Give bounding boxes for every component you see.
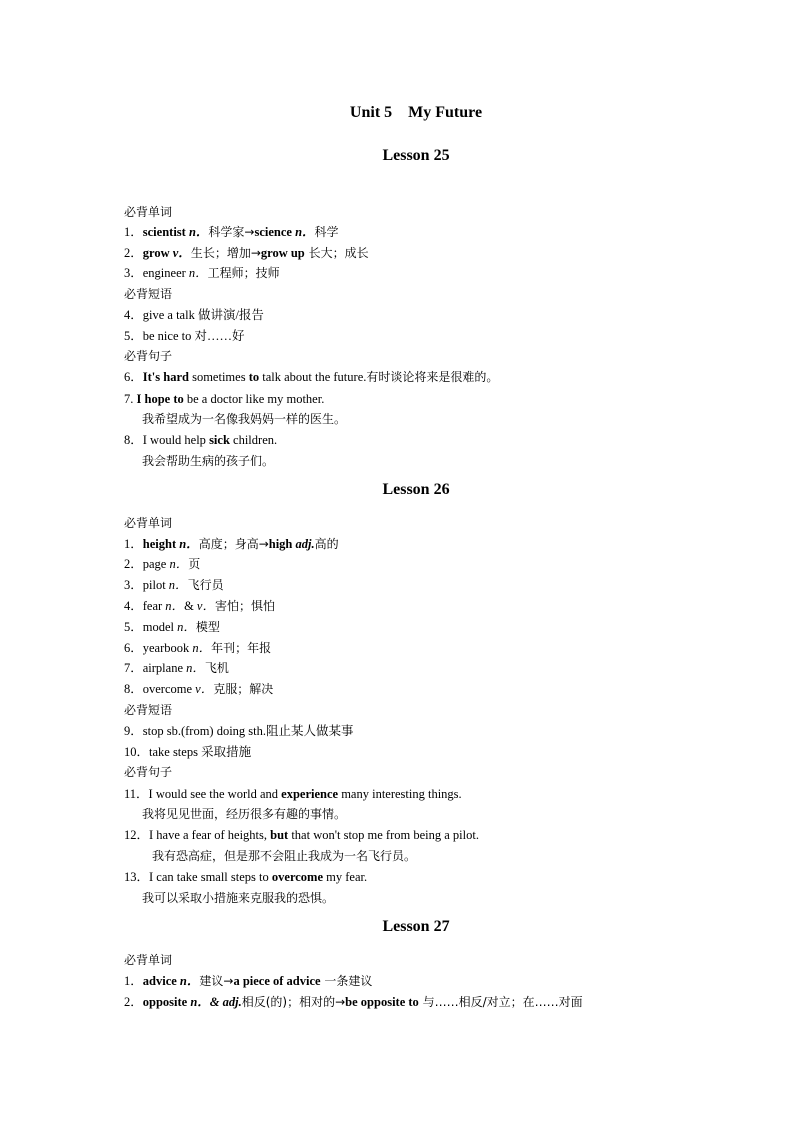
section-phrases: 必背短语 (124, 287, 173, 301)
section-vocabulary: 必背单词 (124, 953, 173, 967)
section-sentences: 必背句子 (124, 349, 173, 363)
vocab-line: 2．grow v．生长；增加→grow up 长大；成长 (124, 246, 369, 260)
vocab-line: 4．fear n．& v．害怕；惧怕 (124, 599, 275, 613)
sentence-translation: 我希望成为一名像我妈妈一样的医生。 (142, 412, 347, 426)
sentence-line: 12．I have a fear of heights, but that won't stop me from being a pilot. (124, 828, 479, 842)
sentence-line: 6．It's hard sometimes to talk about the future.有时谈论将来是很难的。 (124, 370, 499, 384)
sentence-translation: 我可以采取小措施来克服我的恐惧。 (142, 891, 335, 905)
vocab-line: 7．airplane n．飞机 (124, 661, 229, 675)
vocab-line: 3．engineer n．工程师；技师 (124, 266, 280, 280)
lesson-27-title: Lesson 27 (382, 918, 450, 935)
phrase-line: 10．take steps 采取措施 (124, 745, 252, 759)
vocab-line: 2．opposite n．& adj.相反(的)；相对的→be opposite to 与……相反/对立；在……对面 (124, 995, 583, 1009)
sentence-translation: 我有恐高症，但是那不会阻止我成为一名飞行员。 (152, 849, 417, 863)
phrase-line: 5．be nice to 对……好 (124, 329, 245, 343)
sentence-translation: 我将见见世面，经历很多有趣的事情。 (142, 807, 347, 821)
lesson-25-title: Lesson 25 (382, 147, 450, 164)
section-phrases: 必背短语 (124, 703, 173, 717)
unit-title: Unit 5 My Future (349, 104, 483, 121)
sentence-translation: 我会帮助生病的孩子们。 (142, 454, 275, 468)
vocab-line: 3．pilot n．飞行员 (124, 578, 224, 592)
sentence-line: 7. I hope to be a doctor like my mother. (124, 392, 325, 406)
vocab-line: 1．height n．高度；身高→high adj.高的 (124, 537, 339, 551)
phrase-line: 4．give a talk 做讲演/报告 (124, 308, 264, 322)
vocab-line: 6．yearbook n．年刊；年报 (124, 641, 272, 655)
section-sentences: 必背句子 (124, 765, 173, 779)
vocab-line: 8．overcome v．克服；解决 (124, 682, 274, 696)
sentence-line: 11．I would see the world and experience many interesting things. (124, 787, 462, 801)
vocab-line: 1．advice n．建议→a piece of advice 一条建议 (124, 974, 373, 988)
section-vocabulary: 必背单词 (124, 205, 173, 219)
lesson-26-title: Lesson 26 (382, 481, 450, 498)
section-vocabulary: 必背单词 (124, 516, 173, 530)
sentence-line: 8．I would help sick children. (124, 433, 278, 447)
vocab-line: 1．scientist n．科学家→science n．科学 (124, 225, 339, 239)
vocab-line: 5．model n．模型 (124, 620, 220, 634)
vocab-line: 2．page n．页 (124, 557, 201, 571)
phrase-line: 9．stop sb.(from) doing sth.阻止某人做某事 (124, 724, 354, 738)
sentence-line: 13．I can take small steps to overcome my fear. (124, 870, 368, 884)
